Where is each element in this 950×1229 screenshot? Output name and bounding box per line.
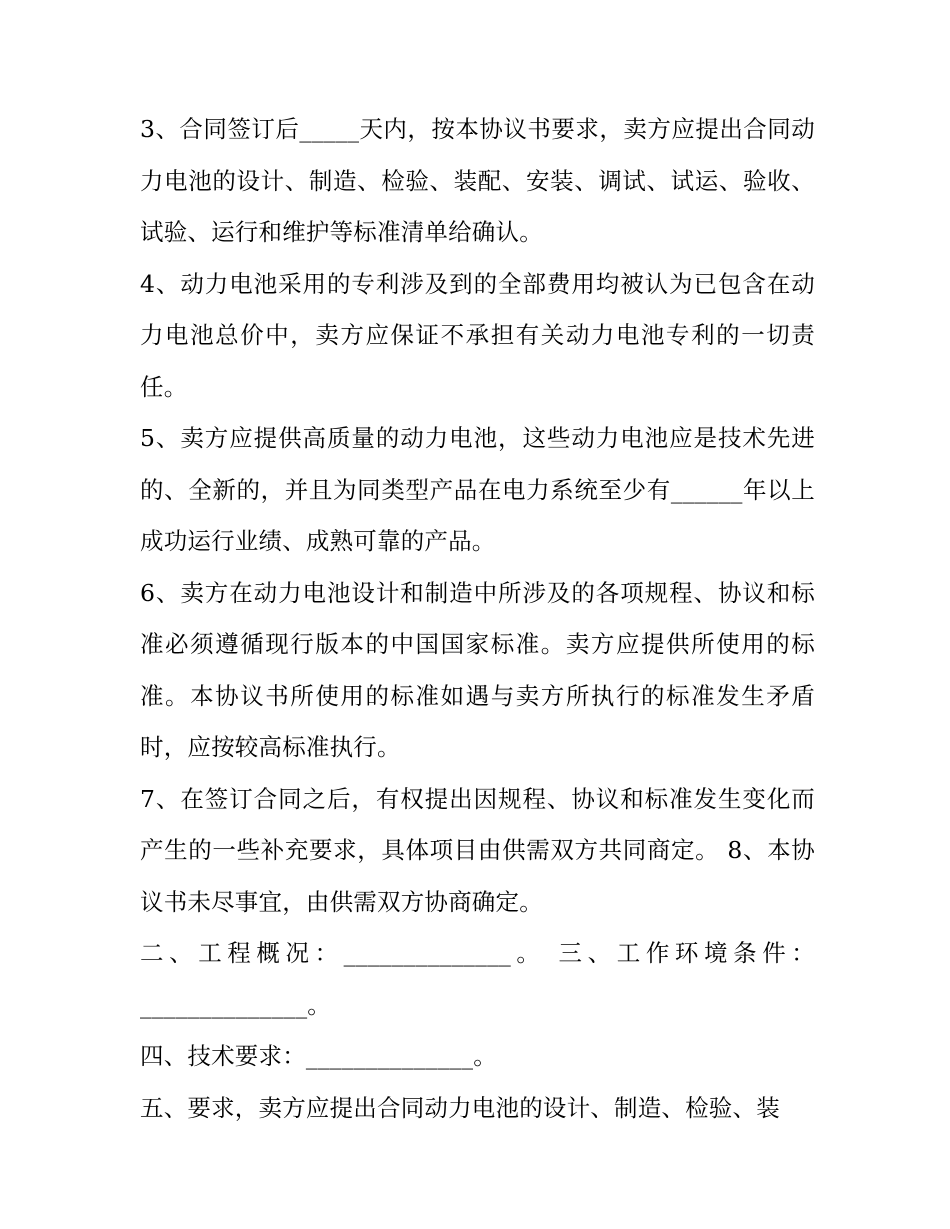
clause-3-paragraph: 3、合同签订后_____天内，按本协议书要求，卖方应提出合同动力电池的设计、制造、检验、装配、安装、调试、试运、验收、试验、运行和维护等标准清单给确认。 <box>140 115 815 246</box>
section-4-paragraph: 四、技术要求：______________。 <box>140 1042 497 1070</box>
clause-4-paragraph: 4、动力电池采用的专利涉及到的全部费用均被认为已包含在动力电池总价中，卖方应保证不承担有关动力电池专利的一切责任。 <box>140 269 815 401</box>
section-2-3-paragraph: 二、工程概况：______________。 三、工作环境条件：______________。 <box>140 939 815 1019</box>
clause-5-paragraph: 5、卖方应提供高质量的动力电池，这些动力电池应是技术先进的、全新的，并且为同类型产品在电力系统至少有______年以上成功运行业绩、成熟可靠的产品。 <box>140 424 815 555</box>
clause-6-paragraph: 6、卖方在动力电池设计和制造中所涉及的各项规程、协议和标准必须遵循现行版本的中国国家标准。卖方应提供所使用的标准。本协议书所使用的标准如遇与卖方所执行的标准发生矛盾时，应按较高标准执行。 <box>140 578 815 761</box>
document-body <box>140 104 815 1134</box>
clause-7-8-paragraph: 7、在签订合同之后，有权提出因规程、协议和标准发生变化而产生的一些补充要求，具体项目由供需双方共同商定。 8、本协议书未尽事宜，由供需双方协商确定。 <box>140 784 815 916</box>
section-5-paragraph: 五、要求，卖方应提出合同动力电池的设计、制造、检验、装 <box>140 1093 780 1122</box>
